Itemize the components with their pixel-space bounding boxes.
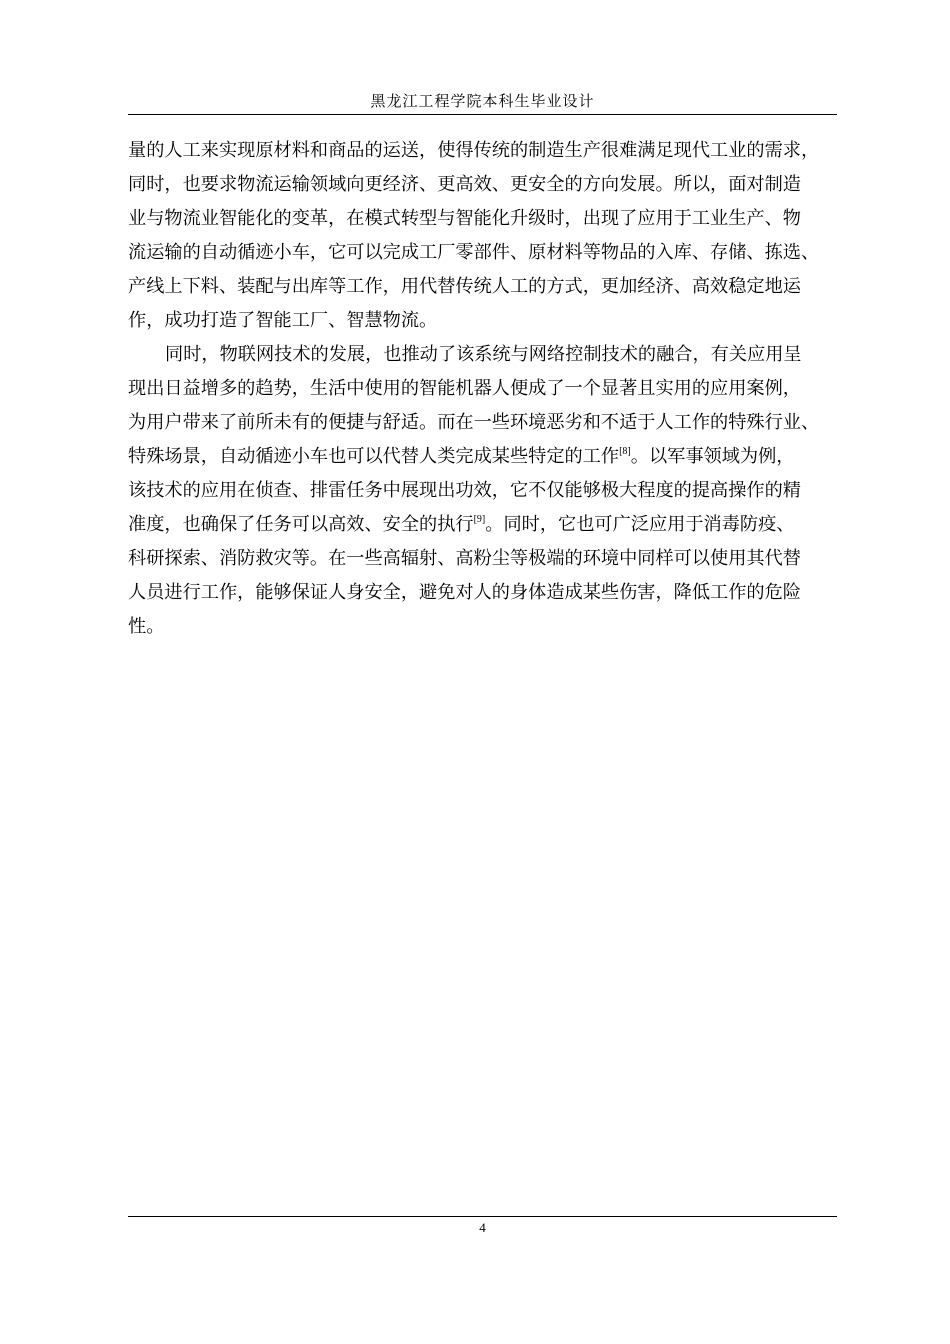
footer-divider [128,1216,837,1217]
text-line: 同时，物联网技术的发展，也推动了该系统与网络控制技术的融合，有关应用呈 [165,344,802,365]
text-line: 业与物流业智能化的变革，在模式转型与智能化升级时，出现了应用于工业生产、物 [128,208,801,229]
page-number: 4 [479,1220,486,1235]
text-segment: 特殊场景，自动循迹小车也可以代替人类完成某些特定的工作 [128,446,620,467]
text-line: 产线上下料、装配与出库等工作，用代替传统人工的方式，更加经济、高效稳定地运 [128,276,801,297]
text-line: 作，成功打造了智能工厂、智慧物流。 [128,310,438,331]
text-line: 流运输的自动循迹小车，它可以完成工厂零部件、原材料等物品的入库、存储、拣选、 [128,242,820,263]
text-line: 现出日益增多的趋势，生活中使用的智能机器人便成了一个显著且实用的应用案例， [128,378,801,399]
text-segment: 。同时，它也可广泛应用于消毒防疫、 [485,514,795,535]
text-segment: 。以军事领域为例， [630,446,795,467]
text-line: 科研探索、消防救灾等。在一些高辐射、高粉尘等极端的环境中同样可以使用其代替 [128,548,801,569]
header-divider [128,114,837,115]
citation-8: [8] [619,446,631,457]
text-line: 人员进行工作，能够保证人身安全，避免对人的身体造成某些伤害，降低工作的危险 [128,582,801,603]
text-line: 量的人工来实现原材料和商品的运送，使得传统的制造生产很难满足现代工业的需求， [128,140,820,161]
text-line: 为用户带来了前所未有的便捷与舒适。而在一些环境恶劣和不适于人工作的特殊行业、 [128,412,820,433]
header-title: 黑龙江工程学院本科生毕业设计 [370,92,595,110]
citation-9: [9] [473,514,486,525]
text-segment: 准度，也确保了任务可以高效、安全的执行 [128,514,474,535]
text-line: 性。 [128,616,165,637]
text-line [128,440,794,474]
text-line [128,508,794,542]
text-line: 同时，也要求物流运输领域向更经济、更高效、更安全的方向发展。所以，面对制造 [128,174,801,195]
text-line: 该技术的应用在侦查、排雷任务中展现出功效，它不仅能够极大程度的提高操作的精 [128,480,801,501]
